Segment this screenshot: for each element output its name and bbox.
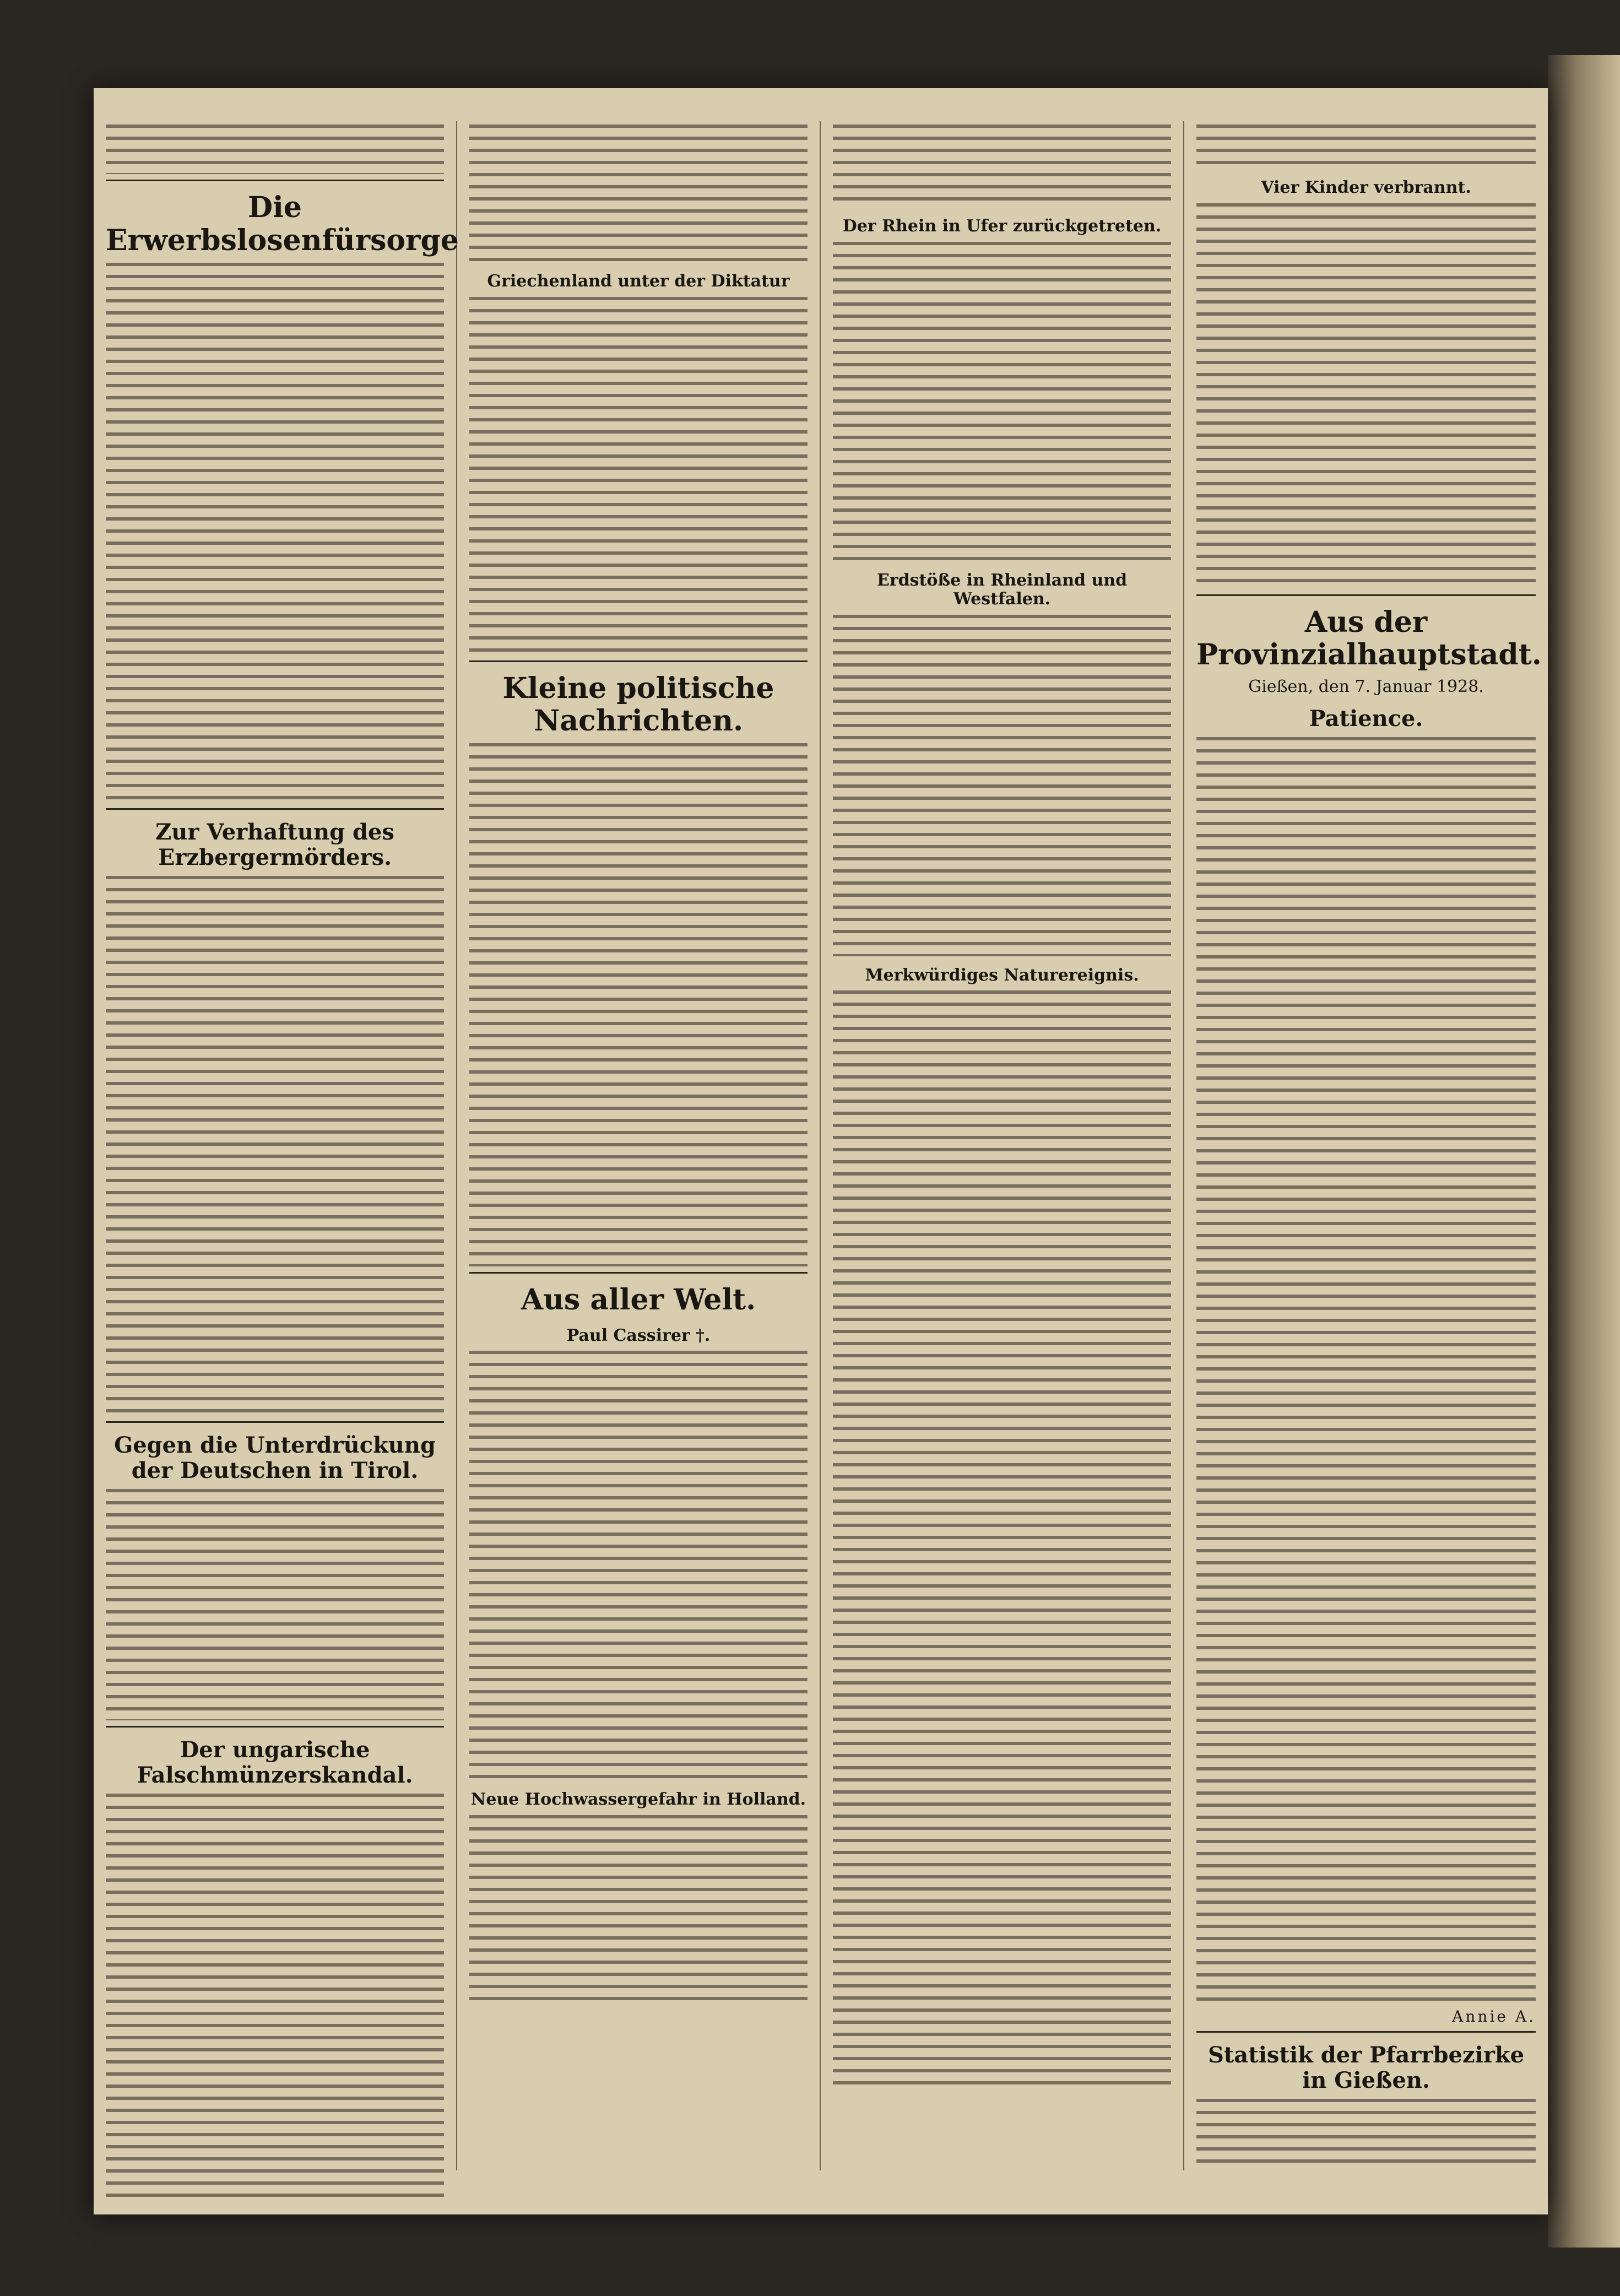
article-body-placeholder (1196, 203, 1536, 589)
article-body-placeholder (106, 1489, 444, 1720)
headline: Patience. (1309, 706, 1423, 732)
article-body-placeholder (833, 242, 1171, 561)
article-body-placeholder (1196, 737, 1536, 2004)
article-body-placeholder (1196, 124, 1536, 169)
article-body-placeholder (469, 743, 808, 1266)
headline: Der Rhein in Ufer zurückgetreten. (842, 216, 1162, 236)
headline: Vier Kinder verbrannt. (1261, 178, 1471, 197)
headline: Paul Cassirer †. (566, 1325, 711, 1345)
headline: Gegen die Unterdrückung der Deutschen in Tirol. (114, 1432, 436, 1483)
headline: Griechenland unter der Diktatur (487, 272, 790, 291)
article-body-placeholder (106, 876, 444, 1416)
headline: Zur Verhaftung des Erzbergermörders. (155, 819, 394, 870)
headline: Neue Hochwassergefahr in Holland. (470, 1790, 806, 1810)
dateline: Gießen, den 7. Januar 1928. (1248, 677, 1484, 697)
article-body-placeholder (106, 124, 444, 174)
headline: Aus der Provinzialhauptstadt. (1196, 605, 1542, 672)
column-3 (821, 121, 1184, 2170)
column-1 (94, 121, 457, 2170)
headline: Erdstöße in Rheinland und Westfalen. (876, 570, 1128, 609)
article-body-placeholder (469, 1815, 808, 2008)
headline: Kleine politische Nachrichten. (502, 671, 774, 738)
article-body-placeholder (469, 297, 808, 655)
article-body-placeholder (833, 615, 1171, 956)
article-body-placeholder (106, 1794, 444, 2201)
column-4 (1184, 121, 1548, 2170)
headline: Merkwürdiges Naturereignis. (865, 965, 1139, 985)
column-2 (457, 121, 821, 2170)
author-signature: Annie A. (1452, 2007, 1536, 2026)
article-body-placeholder (469, 124, 808, 262)
headline: Der ungarische Falschmünzerskandal. (137, 1736, 413, 1788)
headline: Statistik der Pfarrbezirke in Gießen. (1207, 2042, 1525, 2094)
headline: Die Erwerbslosenfürsorge (106, 191, 459, 257)
article-body-placeholder (1196, 2099, 1536, 2165)
page-binding (1548, 55, 1620, 2248)
headline: Aus aller Welt. (521, 1283, 756, 1317)
article-body-placeholder (469, 1351, 808, 1780)
article-body-placeholder (833, 124, 1171, 207)
newspaper-page (94, 88, 1548, 2214)
article-body-placeholder (106, 263, 444, 803)
article-body-placeholder (833, 990, 1171, 2092)
